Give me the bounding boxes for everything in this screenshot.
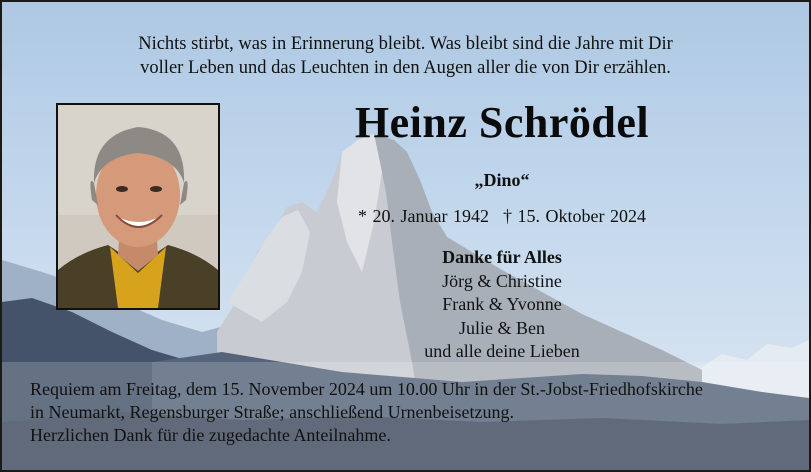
portrait-photo: [56, 103, 220, 310]
death-date: † 15. Oktober 2024: [503, 206, 646, 226]
quote-line-2: voller Leben und das Leuchten in den Augen aller die von Dir erzählen.: [140, 58, 671, 78]
requiem-line: Requiem am Freitag, dem 15. November 2024 um 10.00 Uhr in der St.-Jobst-Friedhofskirche: [30, 379, 703, 399]
mourner-line: Frank & Yvonne: [442, 294, 562, 314]
thanks-section: [292, 246, 712, 364]
nickname: „Dino“: [474, 170, 530, 190]
mourner-line: und alle deine Lieben: [424, 341, 580, 361]
birth-date: * 20. Januar 1942: [358, 206, 489, 226]
memorial-quote: [2, 32, 809, 80]
thanks-heading: Danke für Alles: [442, 247, 562, 267]
portrait-image: [58, 105, 218, 308]
quote-line-1: Nichts stirbt, was in Erinnerung bleibt. Was bleibt sind die Jahre mit Dir: [138, 34, 673, 54]
deceased-name: Heinz Schrödel: [354, 98, 650, 147]
requiem-info: [30, 378, 703, 447]
mourner-line: Jörg & Christine: [442, 270, 562, 291]
requiem-line: Herzlichen Dank für die zugedachte Anteilnahme.: [30, 425, 391, 445]
requiem-line: in Neumarkt, Regensburger Straße; anschließend Urnenbeisetzung.: [30, 402, 515, 422]
mourner-line: Julie & Ben: [459, 317, 545, 338]
life-dates: [292, 206, 712, 227]
